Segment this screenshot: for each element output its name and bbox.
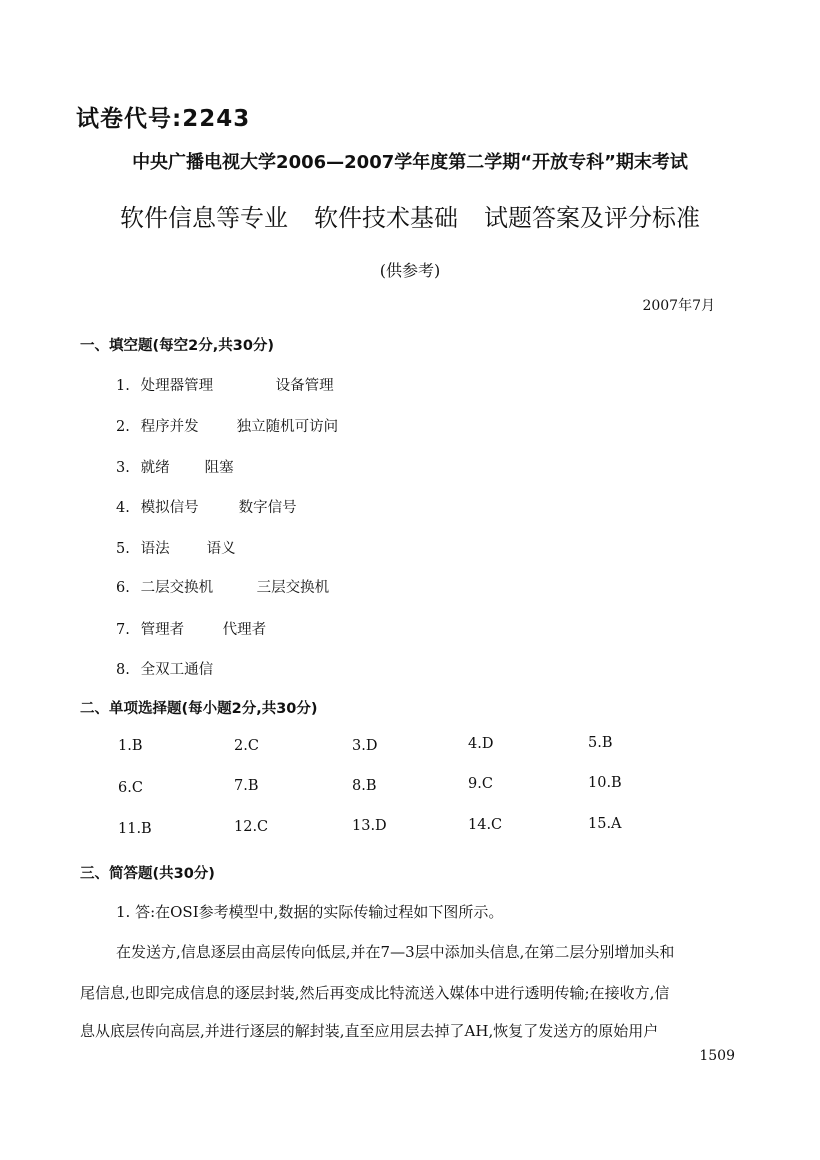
document-title bbox=[0, 198, 820, 233]
item-number: 7. bbox=[116, 622, 130, 638]
answer-1: 管理者 bbox=[140, 622, 185, 638]
section-heading-multiple-choice: 二、单项选择题(每小题2分,共30分) bbox=[80, 701, 318, 717]
choice-answer: 11.B bbox=[118, 821, 152, 837]
choice-answer: 5.B bbox=[588, 735, 613, 751]
fill-item bbox=[116, 456, 234, 477]
choice-answer: 1.B bbox=[118, 738, 143, 754]
section-heading-short-answer: 三、简答题(共30分) bbox=[80, 866, 215, 882]
choice-answer: 8.B bbox=[352, 778, 377, 794]
answer-lead: 1. 答:在OSI参考模型中,数据的实际传输过程如下图所示。 bbox=[116, 903, 504, 921]
choice-answer: 10.B bbox=[588, 775, 622, 791]
fill-item bbox=[116, 415, 338, 436]
answer-paragraph-line: 尾信息,也即完成信息的逐层封装,然后再变成比特流送入媒体中进行透明传输;在接收方,信 bbox=[80, 984, 670, 1002]
title-major: 软件信息等专业 bbox=[120, 204, 288, 232]
choice-answer: 4.D bbox=[468, 736, 494, 752]
fill-item bbox=[116, 496, 297, 517]
choice-answer: 13.D bbox=[352, 818, 387, 834]
answer-2: 语义 bbox=[206, 541, 236, 557]
answer-2: 代理者 bbox=[222, 622, 267, 638]
answer-1: 模拟信号 bbox=[140, 500, 199, 516]
item-number: 8. bbox=[116, 662, 130, 678]
fill-item bbox=[116, 618, 266, 639]
exam-code: 试卷代号:2243 bbox=[76, 106, 251, 132]
fill-item bbox=[116, 576, 329, 597]
item-number: 5. bbox=[116, 541, 130, 557]
item-number: 1. bbox=[116, 378, 130, 394]
answer-2: 阻塞 bbox=[204, 460, 234, 476]
choice-answer: 2.C bbox=[234, 738, 259, 754]
answer-paragraph-line: 息从底层传向高层,并进行逐层的解封装,直至应用层去掉了AH,恢复了发送方的原始用户 bbox=[80, 1022, 659, 1040]
answer-2: 设备管理 bbox=[275, 378, 334, 394]
reference-note: (供参考) bbox=[379, 261, 441, 280]
fill-item bbox=[116, 537, 236, 558]
title-doc-type: 试题答案及评分标准 bbox=[484, 204, 700, 232]
choice-answer: 7.B bbox=[234, 778, 259, 794]
item-number: 2. bbox=[116, 419, 130, 435]
answer-1: 程序并发 bbox=[140, 419, 199, 435]
answer-2: 三层交换机 bbox=[256, 580, 330, 596]
page-number: 1509 bbox=[699, 1048, 735, 1064]
choice-answer: 3.D bbox=[352, 738, 378, 754]
choice-answer: 12.C bbox=[234, 819, 269, 835]
exam-date: 2007年7月 bbox=[642, 298, 715, 314]
answer-1: 就绪 bbox=[140, 460, 170, 476]
answer-paragraph-line: 在发送方,信息逐层由高层传向低层,并在7—3层中添加头信息,在第二层分别增加头和 bbox=[116, 943, 675, 961]
item-number: 3. bbox=[116, 460, 130, 476]
answer-1: 处理器管理 bbox=[140, 378, 214, 394]
choice-answer: 15.A bbox=[588, 816, 622, 832]
item-number: 4. bbox=[116, 500, 130, 516]
exam-title: 中央广播电视大学2006—2007学年度第二学期“开放专科”期末考试 bbox=[132, 152, 688, 173]
fill-item bbox=[116, 374, 334, 395]
answer-2: 独立随机可访问 bbox=[236, 419, 339, 435]
answer-1: 全双工通信 bbox=[140, 662, 214, 678]
choice-answer: 9.C bbox=[468, 776, 493, 792]
fill-item bbox=[116, 658, 213, 679]
choice-answer: 6.C bbox=[118, 780, 143, 796]
answer-1: 语法 bbox=[140, 541, 170, 557]
answer-1: 二层交换机 bbox=[140, 580, 214, 596]
section-heading-fill-blank: 一、填空题(每空2分,共30分) bbox=[80, 338, 275, 354]
choice-answer: 14.C bbox=[468, 817, 503, 833]
item-number: 6. bbox=[116, 580, 130, 596]
title-course: 软件技术基础 bbox=[314, 204, 458, 232]
answer-2: 数字信号 bbox=[238, 500, 297, 516]
